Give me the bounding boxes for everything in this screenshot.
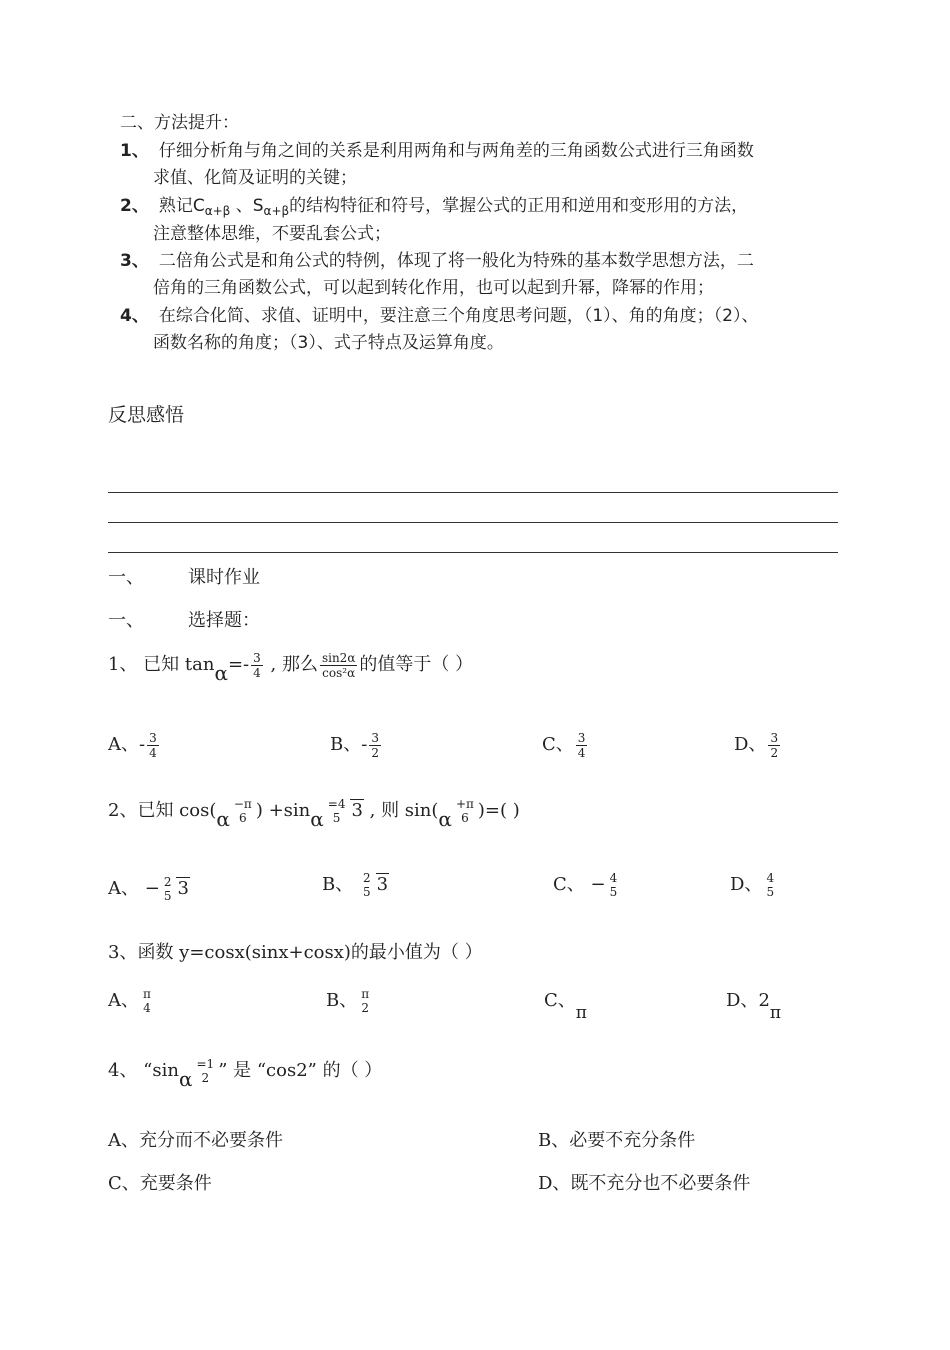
q1-option-c[interactable]: C、 $\frac{3}{4}$: [542, 730, 586, 760]
method-title: 二、方法提升：: [120, 113, 239, 133]
item-number: 1、: [120, 141, 149, 161]
item-number: 3、: [120, 251, 149, 271]
question-2: 2、已知 cos(α −π 6 ) +sinα =4 5 3 , 则 sin(α +π 6 )=( ): [108, 797, 520, 831]
reflection-title: 反思感悟: [108, 404, 185, 426]
question-4: 4、 “sinα =1 2 ” 是 “cos2” 的（ ）: [108, 1057, 383, 1091]
q2-option-a[interactable]: A、 − 2 5 3: [108, 875, 189, 903]
fraction: −π 6: [233, 797, 252, 825]
sqrt: 3: [351, 800, 363, 821]
fraction: 4 5: [766, 871, 775, 899]
fraction: $\frac{3}{4}$: [253, 650, 261, 680]
q2-option-b[interactable]: B、 2 5 3: [322, 871, 389, 899]
writing-line: [108, 492, 838, 493]
method-item-1-cont: 求值、化简及证明的关键；: [153, 168, 357, 188]
fraction: $\frac{3}{4}$: [577, 730, 586, 760]
q2-option-c[interactable]: C、 − 4 5: [553, 871, 618, 899]
q2-option-d[interactable]: D、 4 5: [730, 871, 775, 899]
fraction: 2 5: [163, 875, 172, 903]
q3-option-c[interactable]: C、π: [544, 990, 587, 1023]
fraction: $\frac{\sin 2\alpha}{\text{cos²α}}$: [321, 650, 356, 680]
method-item-4-cont: 函数名称的角度；（3）、式子特点及运算角度。: [153, 333, 504, 353]
fraction: π 4: [143, 987, 151, 1015]
q3-option-b[interactable]: B、 π 2: [326, 987, 370, 1015]
q3-option-a[interactable]: A、 π 4: [108, 987, 151, 1015]
fraction: 4 5: [609, 871, 618, 899]
q1-option-d[interactable]: D、 $\frac{3}{2}$: [734, 730, 779, 760]
item-number: 2、: [120, 196, 149, 216]
homework-number: 一、: [108, 567, 144, 588]
fraction: π 2: [361, 987, 370, 1015]
fraction: $\frac{3}{2}$: [770, 730, 779, 760]
method-item-3: 3、 二倍角公式是和角公式的特例，体现了将一般化为特殊的基本数学思想方法，二: [120, 251, 754, 271]
method-item-4: 4、 在综合化简、求值、证明中，要注意三个角度思考问题，（1）、角的角度；（2）、: [120, 306, 759, 326]
method-item-2: 2、 熟记$C_{\alpha+\beta}$ 、$S_{\alpha+\beta}$的结构特征和符号，掌握公式的正用和逆用和变形用的方法，: [120, 196, 749, 218]
writing-line: [108, 522, 838, 523]
section-title: 选择题：: [188, 610, 260, 631]
q1-option-a[interactable]: A、- $\frac{3}{4}$: [108, 730, 157, 760]
homework-title: 课时作业: [188, 567, 260, 588]
method-item-3-cont: 倍角的三角函数公式，可以起到转化作用，也可以起到升幂，降幂的作用；: [153, 278, 714, 298]
item-text: 仔细分析角与角之间的关系是利用两角和与两角差的三角函数公式进行三角函数: [158, 141, 754, 161]
q4-option-a[interactable]: A、充分而不必要条件: [108, 1130, 283, 1151]
fraction: =4 5: [327, 797, 346, 825]
q1-option-b[interactable]: B、- $\frac{3}{2}$: [330, 730, 379, 760]
q4-option-d[interactable]: D、既不充分也不必要条件: [538, 1173, 751, 1194]
method-item-1: [120, 138, 754, 164]
q4-option-b[interactable]: B、必要不充分条件: [538, 1130, 696, 1151]
fraction: 2 5: [362, 871, 371, 899]
fraction: =1 2: [196, 1057, 215, 1085]
fraction: $\frac{3}{2}$: [371, 730, 379, 760]
fraction: +π 6: [455, 797, 474, 825]
item-number: 4、: [120, 306, 149, 326]
writing-line: [108, 552, 838, 553]
q4-option-c[interactable]: C、充要条件: [108, 1173, 212, 1194]
q3-option-d[interactable]: D、2π: [726, 990, 782, 1023]
fraction: $\frac{3}{4}$: [149, 730, 157, 760]
question-3: 3、函数 y=cosx(sinx+cosx)的最小值为（ ）: [108, 942, 483, 963]
section-number: 一、: [108, 610, 144, 631]
question-1: 1、 已知 tanα=- $\frac{3}{4}$ , 那么 $\frac{\sin 2\alpha}{\text{cos²α}}$ 的值等于（ ）: [108, 650, 474, 685]
method-item-2-cont: 注意整体思维，不要乱套公式；: [153, 224, 391, 244]
